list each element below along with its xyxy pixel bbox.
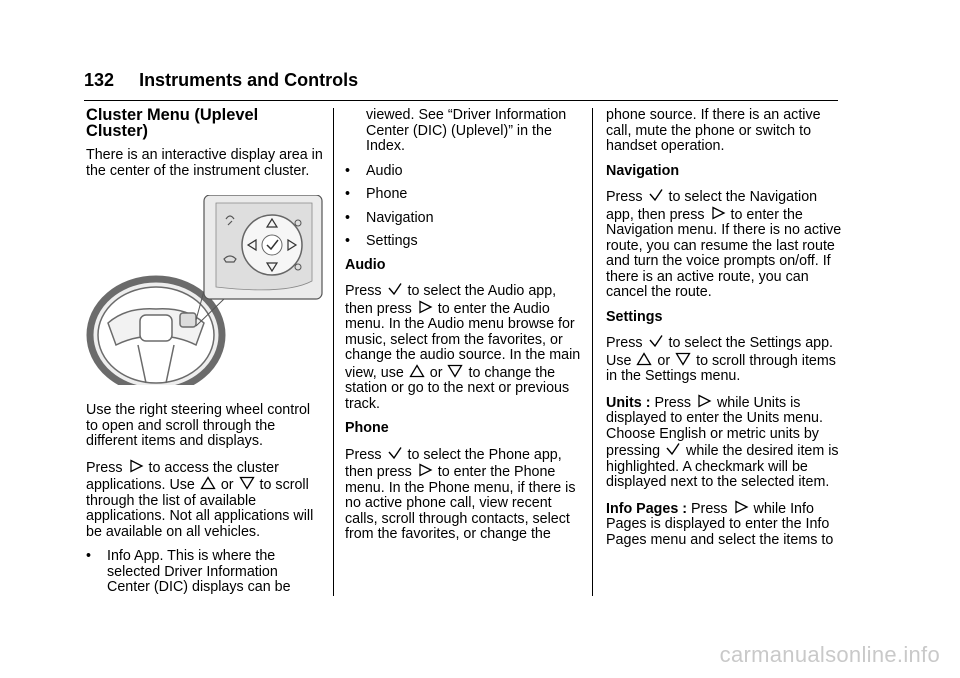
- down-triangle-icon: [447, 364, 463, 378]
- text-or: or: [429, 364, 443, 381]
- right-triangle-icon: [733, 500, 749, 514]
- text-info: while Info Pages is displayed to enter the Info Pages menu and select the items to: [606, 500, 834, 548]
- phone-heading: Phone: [345, 420, 389, 436]
- list-item: [86, 549, 324, 596]
- column-divider-2: [592, 108, 593, 596]
- watermark: carmanualsonline.info: [719, 642, 940, 667]
- right-triangle-icon: [417, 463, 433, 477]
- text-change: to change the station or go to the next or previous track.: [345, 364, 570, 412]
- control-zoom-panel: [204, 195, 322, 299]
- column-1: [86, 108, 324, 604]
- text-press: Press: [345, 283, 382, 299]
- navigation-paragraph: [606, 188, 844, 301]
- bullet-continuation: viewed. See “Driver Information Center (DIC) (Uplevel)” in the Index.: [366, 107, 567, 154]
- bullet: •: [345, 209, 351, 226]
- text-press: Press: [606, 335, 643, 351]
- phone-continuation: phone source. If there is an active call, mute the phone or switch to handset operation.: [606, 107, 821, 154]
- header-rule: [84, 100, 838, 101]
- text-or: or: [220, 477, 234, 493]
- checkmark-icon: [665, 442, 681, 456]
- units-paragraph: [606, 394, 844, 491]
- up-triangle-icon: [200, 476, 216, 490]
- units-label: Units :: [606, 394, 651, 411]
- page-header: [84, 70, 358, 91]
- settings-heading: Settings: [606, 308, 663, 325]
- navigation-heading: Navigation: [606, 162, 680, 179]
- checkmark-icon: [648, 334, 664, 348]
- text-scroll: to scroll through the list of available applications. Not all applications will be available on all vehicles.: [86, 477, 314, 540]
- list-item-text: Audio: [366, 162, 403, 179]
- list-item: [345, 187, 583, 203]
- list-item: [345, 234, 583, 250]
- text-press: Press: [691, 500, 728, 517]
- column-3: [606, 108, 844, 557]
- text-press: Press: [345, 446, 382, 463]
- bullet: •: [86, 548, 92, 564]
- down-triangle-icon: [675, 352, 691, 366]
- usage-paragraph: Use the right steering wheel control to open and scroll through the different items and displays.: [86, 402, 311, 449]
- access-paragraph: [86, 459, 324, 541]
- text-press: Press: [606, 189, 643, 205]
- bullet: •: [345, 162, 351, 179]
- section-heading: Cluster Menu (Uplevel Cluster): [86, 106, 259, 140]
- section-title: Instruments and Controls: [139, 70, 359, 90]
- phone-paragraph: [345, 446, 583, 543]
- text-select: to select the Settings app. Use: [606, 335, 834, 369]
- text-menu: to enter the Phone menu. In the Phone menu, if there is no active phone call, view recent calls, scroll through contacts, select from the favorites, or change the: [345, 464, 576, 542]
- list-item: [345, 211, 583, 227]
- text-select: to select the Navigation app, then press: [606, 189, 818, 223]
- text-select: to select the Audio app, then press: [345, 283, 557, 317]
- right-triangle-icon: [417, 300, 433, 314]
- text-or: or: [657, 352, 671, 369]
- info-pages-paragraph: [606, 500, 844, 549]
- text-select: to select the Phone app, then press: [345, 446, 562, 480]
- info-pages-label: Info Pages :: [606, 500, 688, 517]
- list-item-text: Phone: [366, 186, 408, 202]
- list-item-text: Navigation: [366, 209, 434, 226]
- text-press: Press: [86, 459, 123, 476]
- right-triangle-icon: [710, 206, 726, 220]
- list-item-text: Settings: [366, 233, 418, 249]
- up-triangle-icon: [636, 352, 652, 366]
- right-triangle-icon: [128, 459, 144, 473]
- text-highlighted: while the desired item is highlighted. A checkmark will be displayed next to the selected item.: [606, 443, 839, 490]
- steering-wheel-illustration: [86, 195, 324, 385]
- list-item-text: Info App. This is where the selected Driver Information Center (DIC) displays can be: [107, 548, 291, 595]
- text-units: while Units is displayed to enter the Units menu. Choose English or metric units by pressing: [606, 394, 823, 459]
- checkmark-icon: [648, 188, 664, 202]
- intro-paragraph: There is an interactive display area in the center of the instrument cluster.: [86, 147, 323, 179]
- list-item: [345, 164, 583, 180]
- bullet: •: [345, 233, 351, 249]
- column-2: [345, 108, 583, 552]
- text-access: to access the cluster applications. Use: [86, 459, 279, 493]
- steering-wheel: [90, 279, 222, 385]
- bullet: •: [345, 186, 351, 202]
- text-menu: to enter the Audio menu. In the Audio menu browse for music, select from the favorites, or change the audio source. In the main view, use: [345, 300, 581, 381]
- up-triangle-icon: [409, 364, 425, 378]
- right-triangle-icon: [696, 394, 712, 408]
- audio-paragraph: [345, 282, 583, 412]
- text-menu: to enter the Navigation menu. If there is no active route, you can resume the last route and turn the voice prompts on/off. If there is an active route, you can cancel the route.: [606, 206, 842, 300]
- column-divider-1: [333, 108, 334, 596]
- down-triangle-icon: [239, 476, 255, 490]
- text-scroll: to scroll through items in the Settings menu.: [606, 352, 836, 384]
- text-press: Press: [654, 394, 692, 411]
- checkmark-icon: [387, 282, 403, 296]
- checkmark-icon: [387, 446, 403, 460]
- settings-paragraph: [606, 334, 844, 385]
- page-number: 132: [84, 70, 115, 90]
- audio-heading: Audio: [345, 256, 386, 273]
